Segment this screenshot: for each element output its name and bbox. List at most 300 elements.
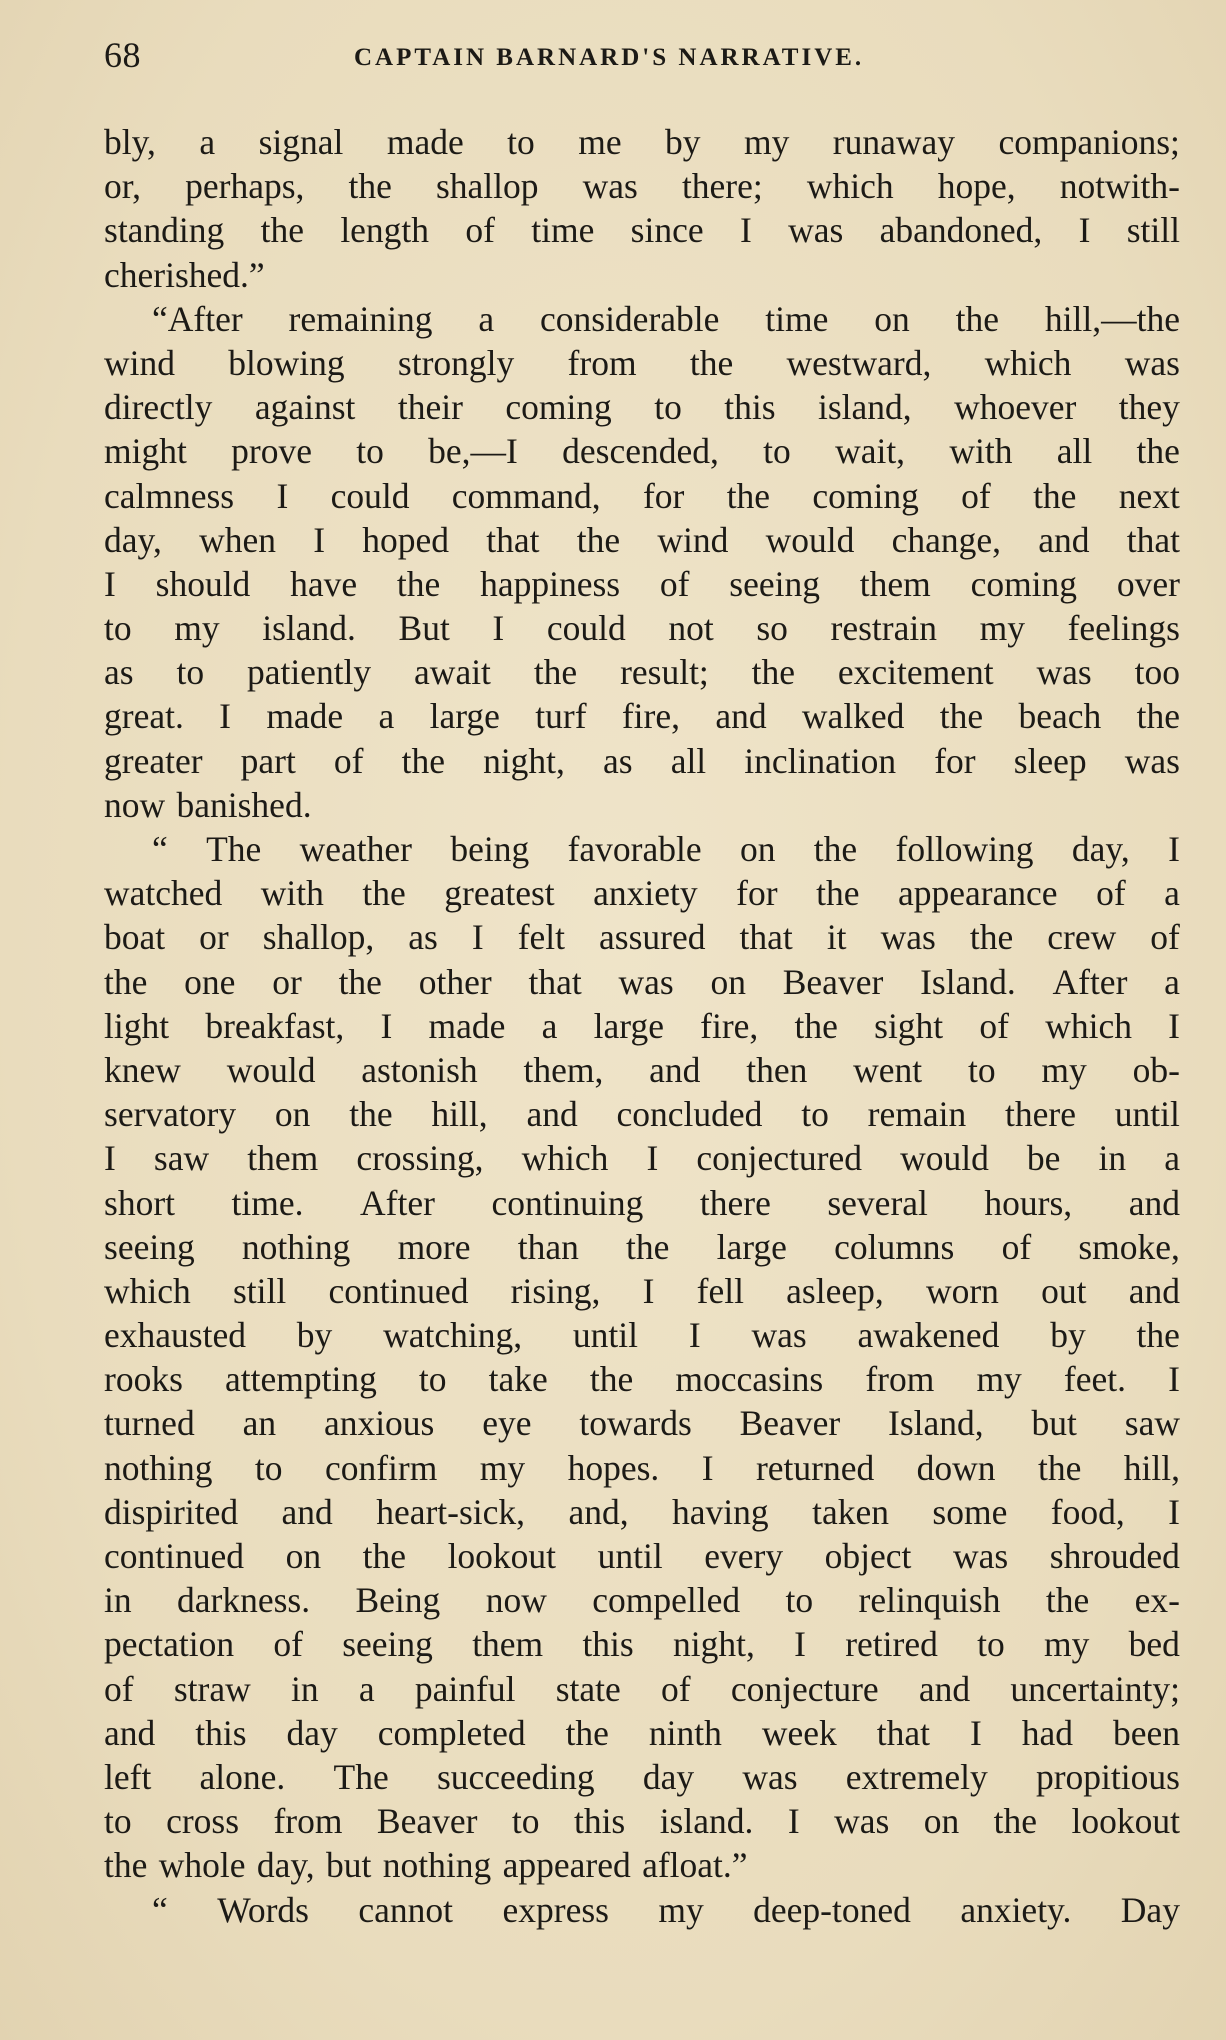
word: greater — [104, 740, 203, 781]
word: continued — [328, 1270, 469, 1311]
word: which — [984, 342, 1072, 383]
page-header — [104, 34, 1184, 82]
word: night, — [483, 740, 565, 781]
word: I — [104, 1138, 116, 1179]
text-line — [104, 297, 1180, 341]
word: them — [859, 563, 931, 604]
word: notwith- — [1059, 166, 1180, 207]
word: there — [699, 1182, 771, 1223]
word: bed — [1128, 1624, 1180, 1665]
word: worn — [925, 1270, 999, 1311]
text-line — [104, 1313, 1180, 1357]
word: descended, — [562, 431, 719, 472]
word: I — [276, 475, 289, 516]
word: saw — [1124, 1403, 1180, 1444]
word: greatest — [444, 873, 555, 914]
word: my — [479, 1447, 526, 1488]
word: retired — [845, 1624, 938, 1665]
word: not — [668, 608, 714, 649]
word: down — [916, 1447, 996, 1488]
word: The — [206, 829, 262, 869]
word: the — [565, 1712, 609, 1753]
word: went — [853, 1049, 923, 1090]
word: Words — [217, 1889, 309, 1930]
word: since — [630, 210, 704, 251]
text-line — [104, 1843, 1180, 1887]
word: I — [642, 1270, 655, 1311]
word: dispirited — [104, 1491, 239, 1532]
word: large — [716, 1226, 787, 1267]
word: was — [751, 1315, 807, 1356]
word: of — [1001, 1226, 1032, 1267]
word: succeeding — [436, 1756, 595, 1797]
word: was — [788, 210, 844, 251]
word: astonish — [361, 1049, 478, 1090]
word: a — [478, 298, 495, 339]
word: “ — [152, 1889, 168, 1930]
word: that — [486, 519, 540, 560]
word: and — [715, 696, 767, 737]
word: my — [658, 1889, 704, 1930]
word: cherished.” — [104, 254, 265, 295]
word: moccasins — [675, 1359, 824, 1400]
word: short — [104, 1182, 175, 1223]
word: conjecture — [730, 1668, 879, 1709]
word: nothing — [382, 1845, 492, 1886]
word: from — [273, 1801, 343, 1842]
word: the — [349, 1094, 393, 1135]
word: my — [174, 608, 220, 649]
word: for — [934, 740, 976, 781]
word: the — [104, 1845, 148, 1886]
word: the — [396, 563, 441, 604]
word: result; — [620, 652, 709, 693]
word: to — [977, 1624, 1005, 1665]
word: coming — [505, 387, 612, 428]
word: some — [932, 1491, 1008, 1532]
text-line — [104, 1578, 1180, 1622]
word: made — [386, 122, 464, 162]
word: I — [739, 210, 752, 251]
word: more — [397, 1226, 471, 1267]
word: seeing — [104, 1226, 195, 1267]
word: over — [1116, 563, 1180, 604]
word: be,—I — [428, 431, 518, 472]
word: directly — [104, 387, 213, 428]
word: my — [976, 1359, 1022, 1400]
word: and — [1038, 519, 1090, 560]
word: to — [104, 608, 132, 649]
word: which — [806, 166, 894, 207]
word: columns — [834, 1226, 955, 1267]
word: assured — [599, 917, 706, 958]
text-line — [104, 1092, 1180, 1136]
word: darkness. — [177, 1580, 311, 1621]
text-line — [104, 915, 1180, 959]
word: would — [765, 519, 855, 560]
text-line — [104, 208, 1180, 252]
word: conjectured — [696, 1138, 862, 1179]
word: of — [659, 563, 690, 604]
word: was — [1036, 652, 1092, 693]
text-line — [104, 164, 1180, 208]
word: continuing — [491, 1182, 644, 1223]
word: a — [378, 696, 395, 737]
word: wait, — [835, 431, 906, 472]
word: I — [646, 1138, 659, 1179]
word: an — [242, 1403, 277, 1444]
text-line — [104, 562, 1180, 606]
word: exhausted — [104, 1315, 246, 1356]
word: Beaver — [739, 1403, 841, 1444]
word: weather — [299, 829, 412, 869]
word: awakened — [857, 1315, 1000, 1356]
word: island, — [818, 387, 912, 428]
word: whoever — [954, 387, 1077, 428]
running-head: CAPTAIN BARNARD'S NARRATIVE. — [354, 44, 865, 71]
word: until — [572, 1315, 638, 1356]
word: I — [1168, 829, 1180, 869]
word: the — [751, 652, 796, 693]
word: servatory — [104, 1094, 237, 1135]
word: remain — [867, 1094, 967, 1135]
word: cross — [166, 1801, 240, 1842]
word: that — [739, 917, 793, 958]
word: but — [326, 1845, 372, 1886]
word: deep-toned — [753, 1889, 911, 1930]
word: on — [710, 961, 746, 1002]
word: still — [232, 1270, 287, 1311]
word: of — [1150, 917, 1180, 958]
word: and — [104, 1712, 156, 1753]
word: hours, — [984, 1182, 1073, 1223]
word: several — [827, 1182, 928, 1223]
word: remaining — [288, 298, 433, 339]
word: change, — [891, 519, 1001, 560]
word: afloat.” — [642, 1845, 748, 1886]
word: or — [199, 917, 229, 958]
word: on — [285, 1536, 322, 1576]
word: my — [743, 122, 790, 162]
word: walked — [801, 696, 905, 737]
word: time — [531, 210, 595, 251]
text-line — [104, 120, 1180, 164]
text-line — [104, 385, 1180, 429]
word: the — [338, 961, 382, 1002]
word: on — [923, 1801, 960, 1842]
word: when — [199, 519, 276, 560]
word: the — [576, 519, 621, 560]
word: taken — [812, 1491, 889, 1532]
word: Beaver — [376, 1801, 478, 1842]
word: to — [176, 652, 205, 693]
word: by — [1050, 1315, 1086, 1356]
word: of — [465, 210, 495, 251]
word: I — [1168, 1491, 1180, 1532]
word: I — [219, 696, 231, 737]
word: After — [1052, 961, 1128, 1002]
word: abandoned, — [879, 210, 1043, 251]
word: whole — [158, 1845, 246, 1886]
word: time — [765, 298, 829, 339]
word: uncertainty; — [1010, 1668, 1180, 1709]
word: following — [895, 829, 1034, 869]
word: on — [274, 1094, 311, 1135]
word: from — [865, 1359, 935, 1400]
word: the — [1136, 431, 1180, 472]
word: for — [642, 475, 685, 516]
word: the — [348, 166, 392, 207]
word: to — [654, 387, 682, 428]
word: every — [704, 1536, 784, 1576]
word: of — [273, 1624, 303, 1665]
word: I — [471, 917, 484, 958]
word: island. — [262, 608, 356, 649]
word: and — [1128, 1182, 1180, 1223]
word: the — [362, 1536, 406, 1576]
word: now — [485, 1580, 547, 1621]
word: and — [1128, 1270, 1180, 1311]
word: the — [726, 475, 771, 516]
word: excitement — [837, 652, 994, 693]
word: propitious — [1035, 1756, 1180, 1797]
word: hill,—the — [1044, 298, 1180, 339]
word: bly, — [104, 122, 156, 162]
word: breakfast, — [205, 1005, 345, 1046]
word: shallop, — [262, 917, 375, 958]
word: and — [281, 1491, 333, 1532]
word: the — [1136, 696, 1180, 737]
word: them — [247, 1138, 319, 1179]
word: concluded — [616, 1094, 763, 1135]
text-line — [104, 429, 1180, 473]
text-line — [104, 253, 1180, 297]
word: there — [1005, 1094, 1076, 1135]
word: seeing — [729, 563, 820, 604]
word: companions; — [998, 122, 1180, 162]
word: the — [1136, 1315, 1180, 1356]
word: on — [874, 298, 910, 339]
word: fire, — [621, 696, 680, 737]
text-line — [104, 1534, 1180, 1578]
word: the — [1033, 475, 1077, 516]
word: runaway — [832, 122, 956, 162]
word: anxious — [323, 1403, 435, 1444]
word: large — [593, 1005, 664, 1046]
word: rising, — [510, 1270, 601, 1311]
word: in — [1098, 1138, 1127, 1179]
word: coming — [970, 563, 1078, 604]
word: Beaver — [782, 961, 884, 1002]
word: lookout — [1071, 1801, 1180, 1842]
word: still — [1126, 210, 1180, 251]
word: or, — [104, 166, 142, 207]
word: anxiety. — [960, 1889, 1072, 1930]
word: the — [401, 740, 445, 781]
word: But — [398, 608, 450, 649]
word: time. — [231, 1182, 304, 1223]
word: day — [642, 1756, 695, 1797]
word: food, — [1050, 1491, 1125, 1532]
word: turned — [104, 1403, 195, 1444]
word: blowing — [228, 342, 345, 383]
text-line — [104, 1269, 1180, 1313]
word: it — [826, 917, 847, 958]
word: that — [1126, 519, 1180, 560]
word: standing — [104, 210, 225, 251]
word: signal — [258, 122, 344, 162]
word: to — [967, 1049, 996, 1090]
word: this — [724, 387, 776, 428]
word: a — [541, 1005, 558, 1046]
word: hill, — [431, 1094, 488, 1135]
text-line — [104, 1755, 1180, 1799]
word: ninth — [648, 1712, 722, 1753]
word: other — [418, 961, 492, 1002]
word: a — [358, 1668, 375, 1709]
word: the — [1045, 1580, 1090, 1621]
word: patiently — [246, 652, 372, 693]
word: and — [526, 1094, 578, 1135]
word: pectation — [104, 1624, 235, 1665]
word: considerable — [540, 298, 720, 339]
word: this — [573, 1801, 626, 1842]
word: I — [492, 608, 505, 649]
word: I — [104, 563, 116, 604]
word: shrouded — [1049, 1536, 1180, 1576]
word: express — [502, 1889, 609, 1930]
text-line — [104, 1357, 1180, 1401]
word: compelled — [592, 1580, 741, 1621]
word: too — [1134, 652, 1180, 693]
word: calmness — [104, 475, 235, 516]
word: I — [969, 1712, 982, 1753]
word: of — [104, 1668, 134, 1709]
word: happiness — [480, 563, 621, 604]
word: saw — [153, 1138, 210, 1179]
word: left — [104, 1756, 152, 1797]
word: of — [333, 740, 364, 781]
word: day — [286, 1712, 338, 1753]
word: relinquish — [858, 1580, 1001, 1621]
word: confirm — [324, 1447, 438, 1488]
word: straw — [173, 1668, 251, 1709]
text-line — [104, 1004, 1180, 1048]
word: should — [155, 563, 251, 604]
word: until — [1114, 1094, 1180, 1135]
word: nothing — [241, 1226, 351, 1267]
word: “After — [152, 298, 243, 339]
word: out — [1041, 1270, 1087, 1311]
word: watched — [104, 873, 223, 914]
word: alone. — [199, 1756, 286, 1797]
word: the — [260, 210, 304, 251]
word: await — [414, 652, 491, 693]
text-line — [104, 1490, 1180, 1534]
word: cannot — [358, 1889, 454, 1930]
word: and, — [568, 1491, 629, 1532]
word: so — [756, 608, 788, 649]
word: my — [1041, 1049, 1087, 1090]
word: of — [961, 475, 991, 516]
word: or — [272, 961, 302, 1002]
word: watching, — [383, 1315, 523, 1356]
word: this — [582, 1624, 634, 1665]
text-line — [104, 650, 1180, 694]
text-line — [104, 341, 1180, 385]
word: feet. — [1063, 1359, 1126, 1400]
word: westward, — [786, 342, 932, 383]
word: and — [918, 1668, 971, 1709]
word: Being — [355, 1580, 441, 1621]
word: rooks — [104, 1359, 183, 1400]
word: as — [104, 652, 134, 693]
word: Day — [1120, 1889, 1180, 1930]
word: wind — [104, 342, 175, 383]
word: the — [955, 298, 999, 339]
word: appeared — [502, 1845, 631, 1886]
word: asleep, — [786, 1270, 884, 1311]
word: prove — [231, 431, 312, 472]
word: day, — [104, 519, 162, 560]
word: they — [1118, 387, 1180, 428]
word: completed — [377, 1712, 526, 1753]
word: ob- — [1132, 1049, 1180, 1090]
word: by — [665, 122, 701, 162]
word: state — [555, 1668, 621, 1709]
word: favorable — [567, 829, 702, 869]
text-line — [104, 694, 1180, 738]
text-line — [104, 1799, 1180, 1843]
word: towards — [579, 1403, 692, 1444]
word: day, — [1071, 829, 1130, 869]
word: until — [597, 1536, 663, 1576]
word: I — [1168, 1005, 1180, 1046]
text-line — [104, 606, 1180, 650]
word: was — [834, 1801, 890, 1842]
word: was — [1124, 342, 1180, 383]
word: large — [429, 696, 500, 737]
word: seeing — [342, 1624, 433, 1665]
word: night, — [673, 1624, 755, 1665]
word: which — [104, 1270, 191, 1311]
word: hope, — [937, 166, 1016, 207]
word: being — [450, 829, 530, 869]
word: I — [380, 1005, 393, 1046]
word: of — [979, 1005, 1009, 1046]
word: might — [104, 431, 187, 472]
text-line — [104, 1711, 1180, 1755]
word: hill, — [1123, 1447, 1180, 1488]
text-line — [104, 518, 1180, 562]
word: beach — [1018, 696, 1102, 737]
word: hopes. — [567, 1447, 660, 1488]
word: that — [528, 961, 582, 1002]
word: perhaps, — [185, 166, 305, 207]
word: of — [661, 1668, 691, 1709]
word: the — [689, 342, 734, 383]
text-line — [104, 1181, 1180, 1225]
word: had — [1021, 1712, 1073, 1753]
word: me — [578, 122, 622, 162]
word: there; — [681, 166, 763, 207]
word: would — [226, 1049, 316, 1090]
text-line — [104, 960, 1180, 1004]
word: continued — [104, 1536, 244, 1576]
word: the — [794, 1005, 838, 1046]
word: by — [296, 1315, 333, 1356]
word: restrain — [830, 608, 937, 649]
